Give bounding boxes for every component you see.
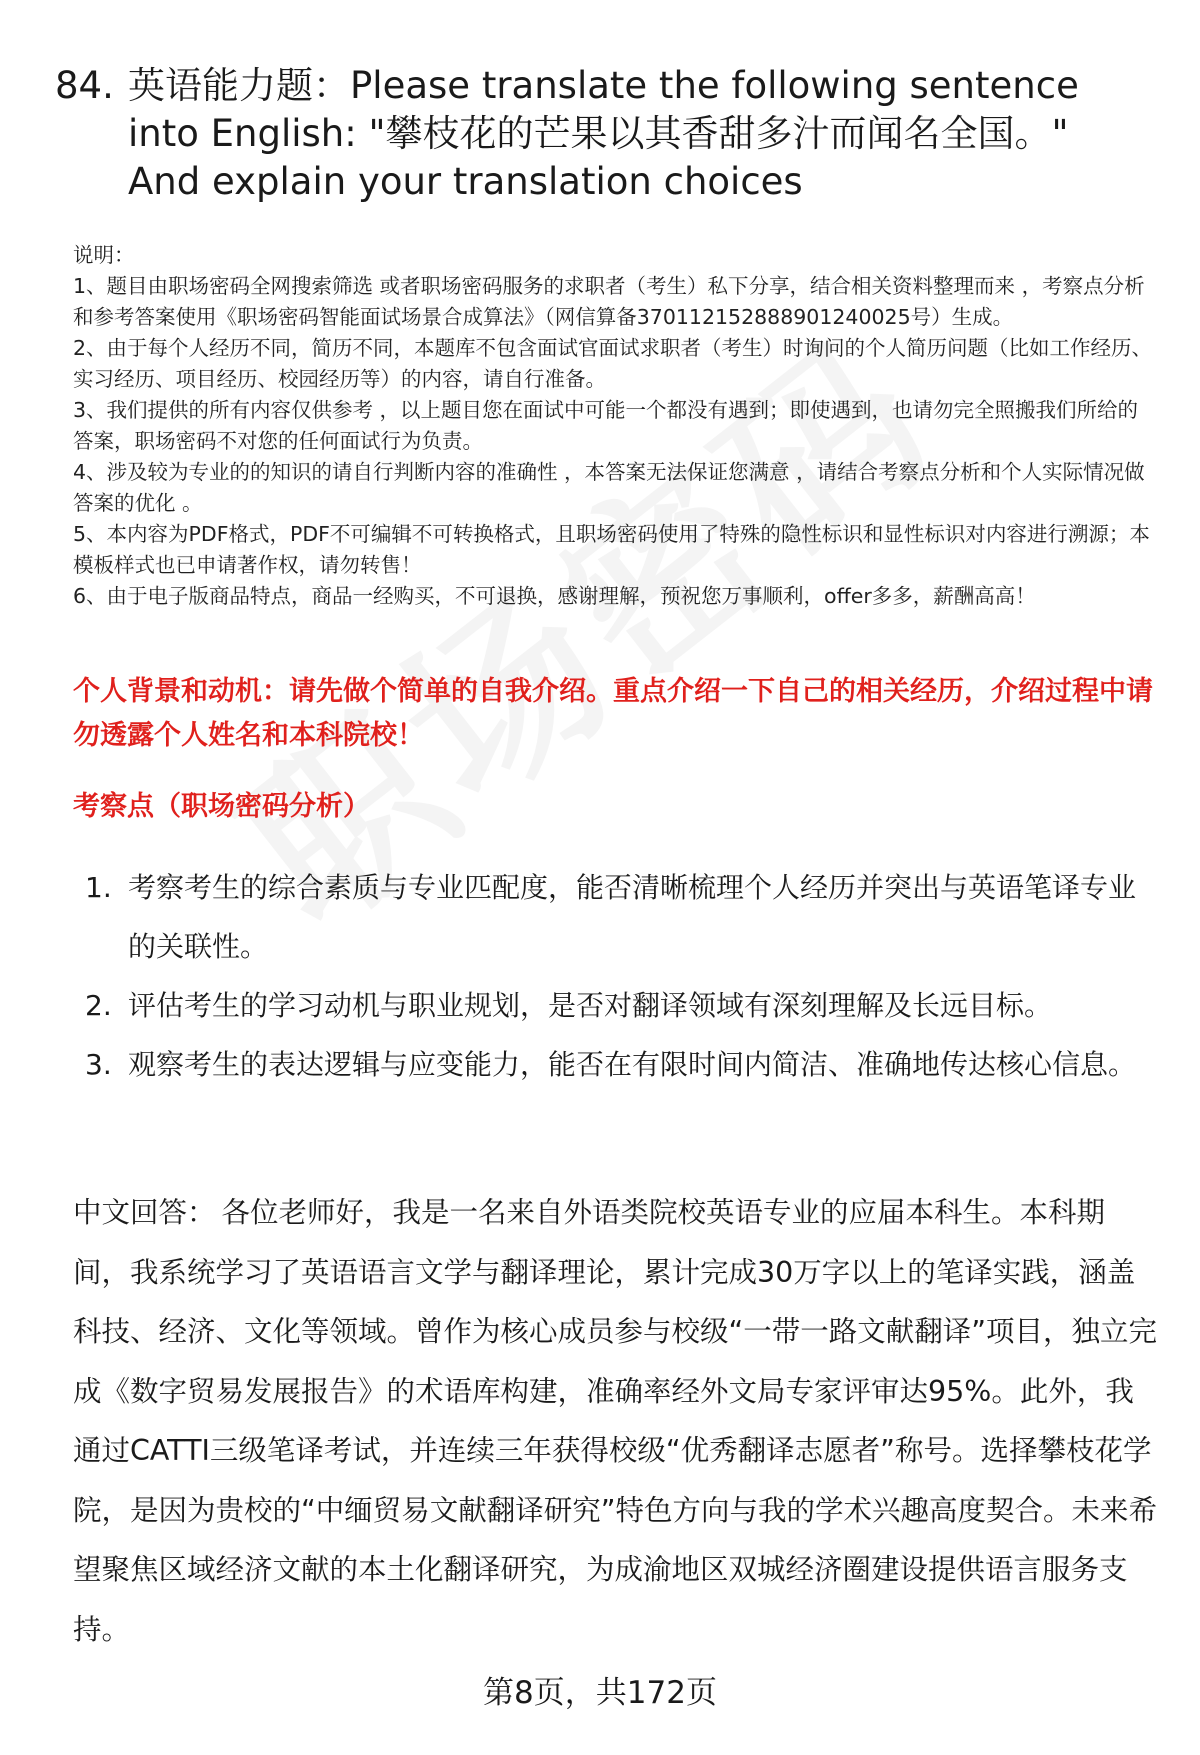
notes-heading: 说明： xyxy=(73,243,135,267)
note-item: 5、本内容为PDF格式，PDF不可编辑不可转换格式，且职场密码使用了特殊的隐性标识和显性标识对内容进行溯源；本模板样式也已申请著作权，请勿转售！ xyxy=(73,522,1150,577)
analysis-heading: 考察点（职场密码分析） xyxy=(73,791,370,822)
answer-text: 各位老师好，我是一名来自外语类院校英语专业的应届本科生。本科期间，我系统学习了英语语言文学与翻译理论，累计完成30万字以上的笔译实践，涵盖科技、经济、文化等领域。曾作为核心成员参与校级“一带一路文献翻译”项目，独立完成《数字贸易发展报告》的术语库构建，准确率经外文局专家评审达95%。此外，我通过CATTI三级笔译考试，并连续三年获得校级“优秀翻译志愿者”称号。选择攀枝花学院，是因为贵校的“中缅贸易文献翻译研究”特色方向与我的学术兴趣高度契合。未来希望聚焦区域经济文献的本土化翻译研究，为成渝地区双城经济圈建设提供语言服务支持。 xyxy=(73,1196,1158,1646)
page-footer: 第8页，共172页 xyxy=(483,1675,717,1711)
note-item: 1、题目由职场密码全网搜索筛选 或者职场密码服务的求职者（考生）私下分享，结合相关资料整理而来 ，考察点分析和参考答案使用《职场密码智能面试场景合成算法》（网信算备370112152888901240025号）生成。 xyxy=(73,274,1145,329)
background-prompt: 个人背景和动机：请先做个简单的自我介绍。重点介绍一下自己的相关经历，介绍过程中请勿透露个人姓名和本科院校！ xyxy=(73,676,1153,751)
note-item: 4、涉及较为专业的的知识的请自行判断内容的准确性 ，本答案无法保证您满意 ，请结合考察点分析和个人实际情况做答案的优化 。 xyxy=(73,460,1145,515)
list-item xyxy=(85,976,1155,1035)
list-item xyxy=(85,1035,1155,1094)
point-text: 评估考生的学习动机与职业规划，是否对翻译领域有深刻理解及长远目标。 xyxy=(128,989,1053,1022)
note-item: 2、由于每个人经历不同，简历不同，本题库不包含面试官面试求职者（考生）时询问的个人简历问题（比如工作经历、实习经历、项目经历、校园经历等）的内容，请自行准备。 xyxy=(73,336,1153,391)
point-number: 1. xyxy=(85,871,112,904)
note-item: 6、由于电子版商品特点，商品一经购买，不可退换，感谢理解，预祝您万事顺利，offer多多，薪酬高高！ xyxy=(73,584,1036,608)
answer-label: 中文回答： xyxy=(73,1196,216,1229)
list-item xyxy=(85,858,1155,976)
point-text: 考察考生的综合素质与专业匹配度，能否清晰梳理个人经历并突出与英语笔译专业的关联性。 xyxy=(128,871,1137,963)
question-text: 英语能力题：Please translate the following sentence into English: "攀枝花的芒果以其香甜多汁而闻名全国。" And explain your translation choices xyxy=(128,64,1079,203)
analysis-points xyxy=(85,858,1155,1094)
disclaimer-notes xyxy=(73,240,1158,612)
point-number: 2. xyxy=(85,989,112,1022)
point-text: 观察考生的表达逻辑与应变能力，能否在有限时间内简洁、准确地传达核心信息。 xyxy=(128,1048,1137,1081)
point-number: 3. xyxy=(85,1048,112,1081)
note-item: 3、我们提供的所有内容仅供参考 ，以上题目您在面试中可能一个都没有遇到；即使遇到，也请勿完全照搬我们所给的答案，职场密码不对您的任何面试行为负责。 xyxy=(73,398,1139,453)
answer-paragraph xyxy=(73,1183,1158,1659)
question-number: 84. xyxy=(55,64,114,107)
question-title xyxy=(55,62,1145,206)
